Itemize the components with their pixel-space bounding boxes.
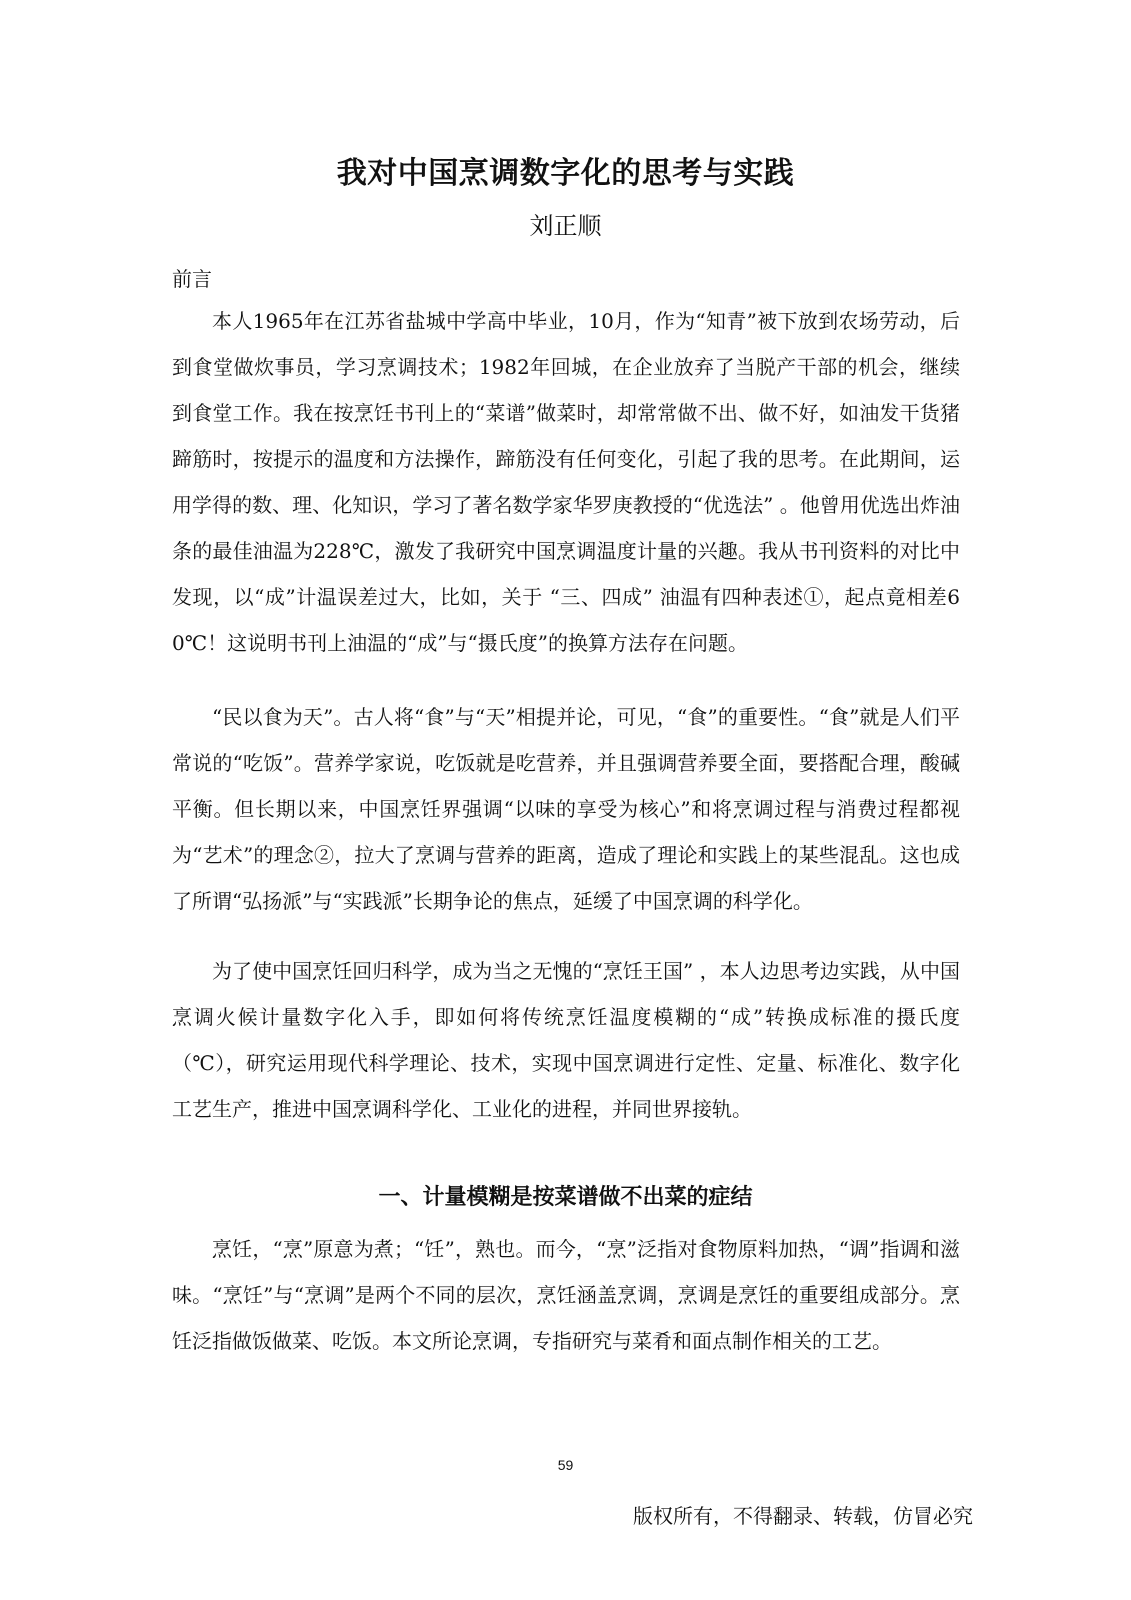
document-title: 我对中国烹调数字化的思考与实践 (336, 156, 795, 191)
paragraph-text: 烹饪，“烹”原意为煮；“饪”，熟也。而今，“烹”泛指对食物原料加热，“调”指调和滋味。“烹饪”与“烹调”是两个不同的层次，烹饪涵盖烹调，烹调是烹饪的重要组成部分。烹饪泛指做饭做菜、吃饭。本文所论烹调，专指研究与菜肴和面点制作相关的工艺。 (172, 1237, 960, 1353)
intro-label: 前言 (172, 267, 212, 291)
section-heading: 一、计量模糊是按菜谱做不出菜的症结 (378, 1185, 753, 1210)
body-paragraph-1 (172, 298, 960, 666)
paragraph-text: “民以食为天”。古人将“食”与“天”相提并论，可见，“食”的重要性。“食”就是人们平常说的“吃饭”。营养学家说，吃饭就是吃营养，并且强调营养要全面，要搭配合理，酸碱平衡。但长期以来，中国烹饪界强调“以味的享受为核心”和将烹调过程与消费过程都视为“艺术”的理念②，拉大了烹调与营养的距离，造成了理论和实践上的某些混乱。这也成了所谓“弘扬派”与“实践派”长期争论的焦点，延缓了中国烹调的科学化。 (172, 705, 960, 913)
author-name: 刘正顺 (529, 212, 602, 240)
body-paragraph-4 (172, 1226, 960, 1364)
body-paragraph-2 (172, 694, 960, 924)
page-number: 59 (557, 1457, 574, 1473)
copyright-footer: 版权所有，不得翻录、转载，仿冒必究 (633, 1504, 973, 1528)
paragraph-text: 本人1965年在江苏省盐城中学高中毕业，10月，作为“知青”被下放到农场劳动，后到食堂做炊事员，学习烹调技术；1982年回城，在企业放弃了当脱产干部的机会，继续到食堂工作。我在按烹饪书刊上的“菜谱”做菜时，却常常做不出、做不好，如油发干货猪蹄筋时，按提示的温度和方法操作，蹄筋没有任何变化，引起了我的思考。在此期间，运用学得的数、理、化知识，学习了著名数学家华罗庚教授的“优选法” 。他曾用优选出炸油条的最佳油温为228℃，激发了我研究中国烹调温度计量的兴趣。我从书刊资料的对比中发现，以“成”计温误差过大，比如，关于 “三、四成” 油温有四种表述①，起点竟相差60℃！这说明书刊上油温的“成”与“摄氏度”的换算方法存在问题。 (172, 309, 960, 655)
body-paragraph-3 (172, 948, 960, 1132)
paragraph-text: 为了使中国烹饪回归科学，成为当之无愧的“烹饪王国” ，本人边思考边实践，从中国烹调火候计量数字化入手，即如何将传统烹饪温度模糊的“成”转换成标准的摄氏度（℃），研究运用现代科学理论、技术，实现中国烹调进行定性、定量、标准化、数字化工艺生产，推进中国烹调科学化、工业化的进程，并同世界接轨。 (172, 959, 960, 1121)
